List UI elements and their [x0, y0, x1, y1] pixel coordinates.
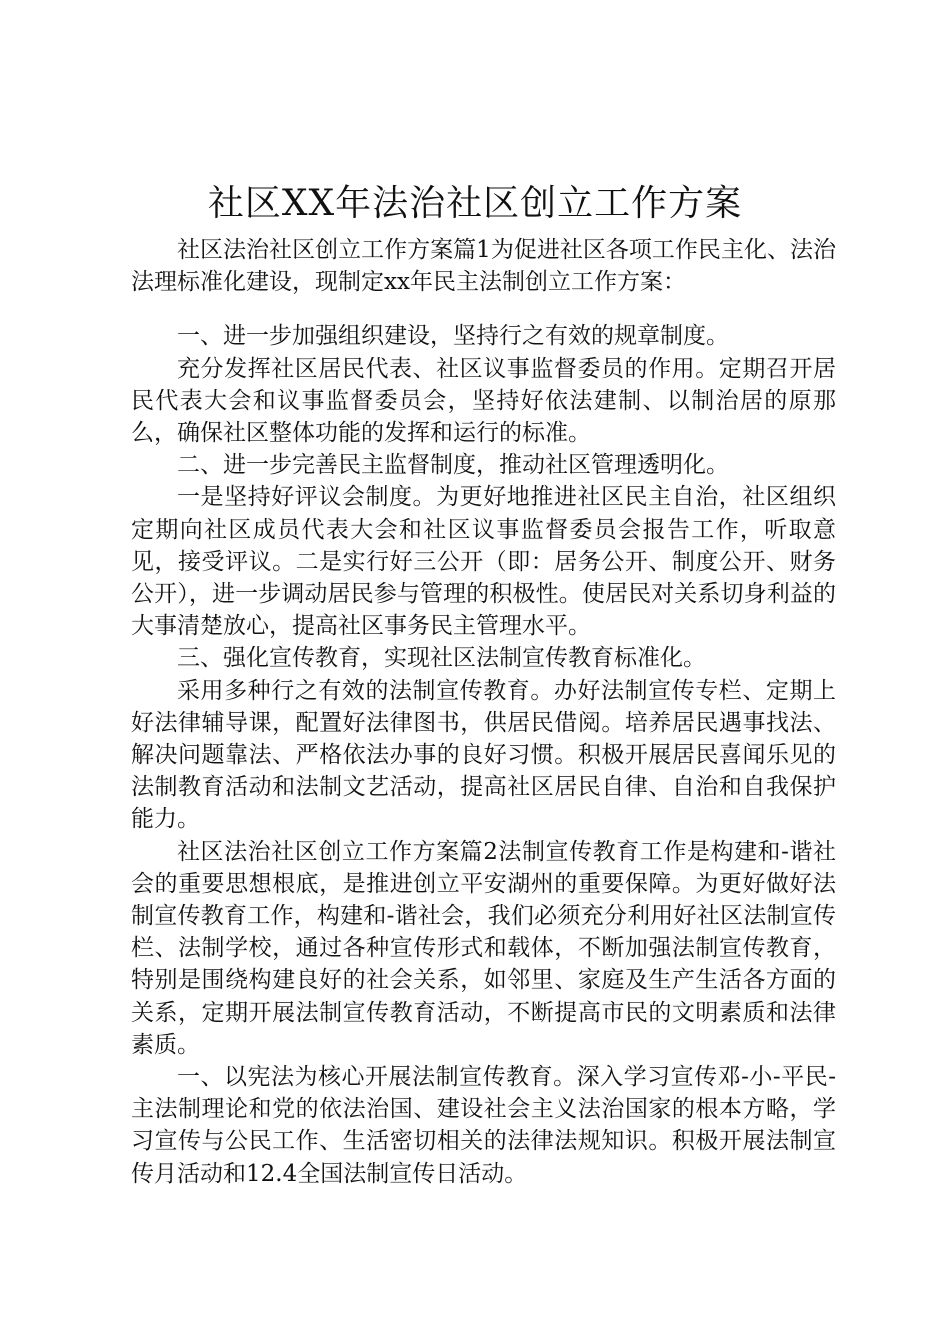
paragraph: 一、以宪法为核心开展法制宣传教育。深入学习宣传邓-小-平民-主法制理论和党的依法治国、建设社会主义法治国家的根本方略，学习宣传与公民工作、生活密切相关的法律法规知识。积极开展法制宣传月活动和12.4全国法制宣传日活动。	[131, 1064, 836, 1187]
paragraph-intro: 社区法治社区创立工作方案篇1为促进社区各项工作民主化、法治法理标准化建设，现制定xx年民主法制创立工作方案：	[131, 237, 836, 296]
paragraph: 一是坚持好评议会制度。为更好地推进社区民主自治，社区组织定期向社区成员代表大会和社区议事监督委员会报告工作，听取意见，接受评议。二是实行好三公开（即：居务公开、制度公开、财务公开），进一步调动居民参与管理的积极性。使居民对关系切身利益的大事清楚放心，提高社区事务民主管理水平。	[131, 484, 836, 640]
section-heading-2: 二、进一步完善民主监督制度，推动社区管理透明化。	[177, 452, 729, 479]
document-body	[131, 234, 836, 1190]
section-heading-3: 三、强化宣传教育，实现社区法制宣传教育标准化。	[177, 645, 706, 672]
paragraph-part-2: 社区法治社区创立工作方案篇2法制宣传教育工作是构建和-谐社会的重要思想根底，是推进创立平安湖州的重要保障。为更好做好法制宣传教育工作，构建和-谐社会，我们必须充分利用好社区法制宣传栏、法制学校，通过各种宣传形式和载体，不断加强法制宣传教育，特别是围绕构建良好的社会关系，如邻里、家庭及生产生活各方面的关系，定期开展法制宣传教育活动，不断提高市民的文明素质和法律素质。	[131, 838, 836, 1058]
paragraph: 采用多种行之有效的法制宣传教育。办好法制宣传专栏、定期上好法律辅导课，配置好法律图书，供居民借阅。培养居民遇事找法、解决问题靠法、严格依法办事的良好习惯。积极开展居民喜闻乐见的法制教育活动和法制文艺活动，提高社区居民自律、自治和自我保护能力。	[131, 677, 836, 833]
document-title: 社区XX年法治社区创立工作方案	[207, 183, 743, 224]
section-heading-1: 一、进一步加强组织建设，坚持行之有效的规章制度。	[177, 323, 729, 350]
paragraph-gap	[131, 298, 836, 320]
paragraph: 充分发挥社区居民代表、社区议事监督委员的作用。定期召开居民代表大会和议事监督委员会，坚持好依法建制、以制治居的原那么，确保社区整体功能的发挥和运行的标准。	[131, 355, 836, 447]
